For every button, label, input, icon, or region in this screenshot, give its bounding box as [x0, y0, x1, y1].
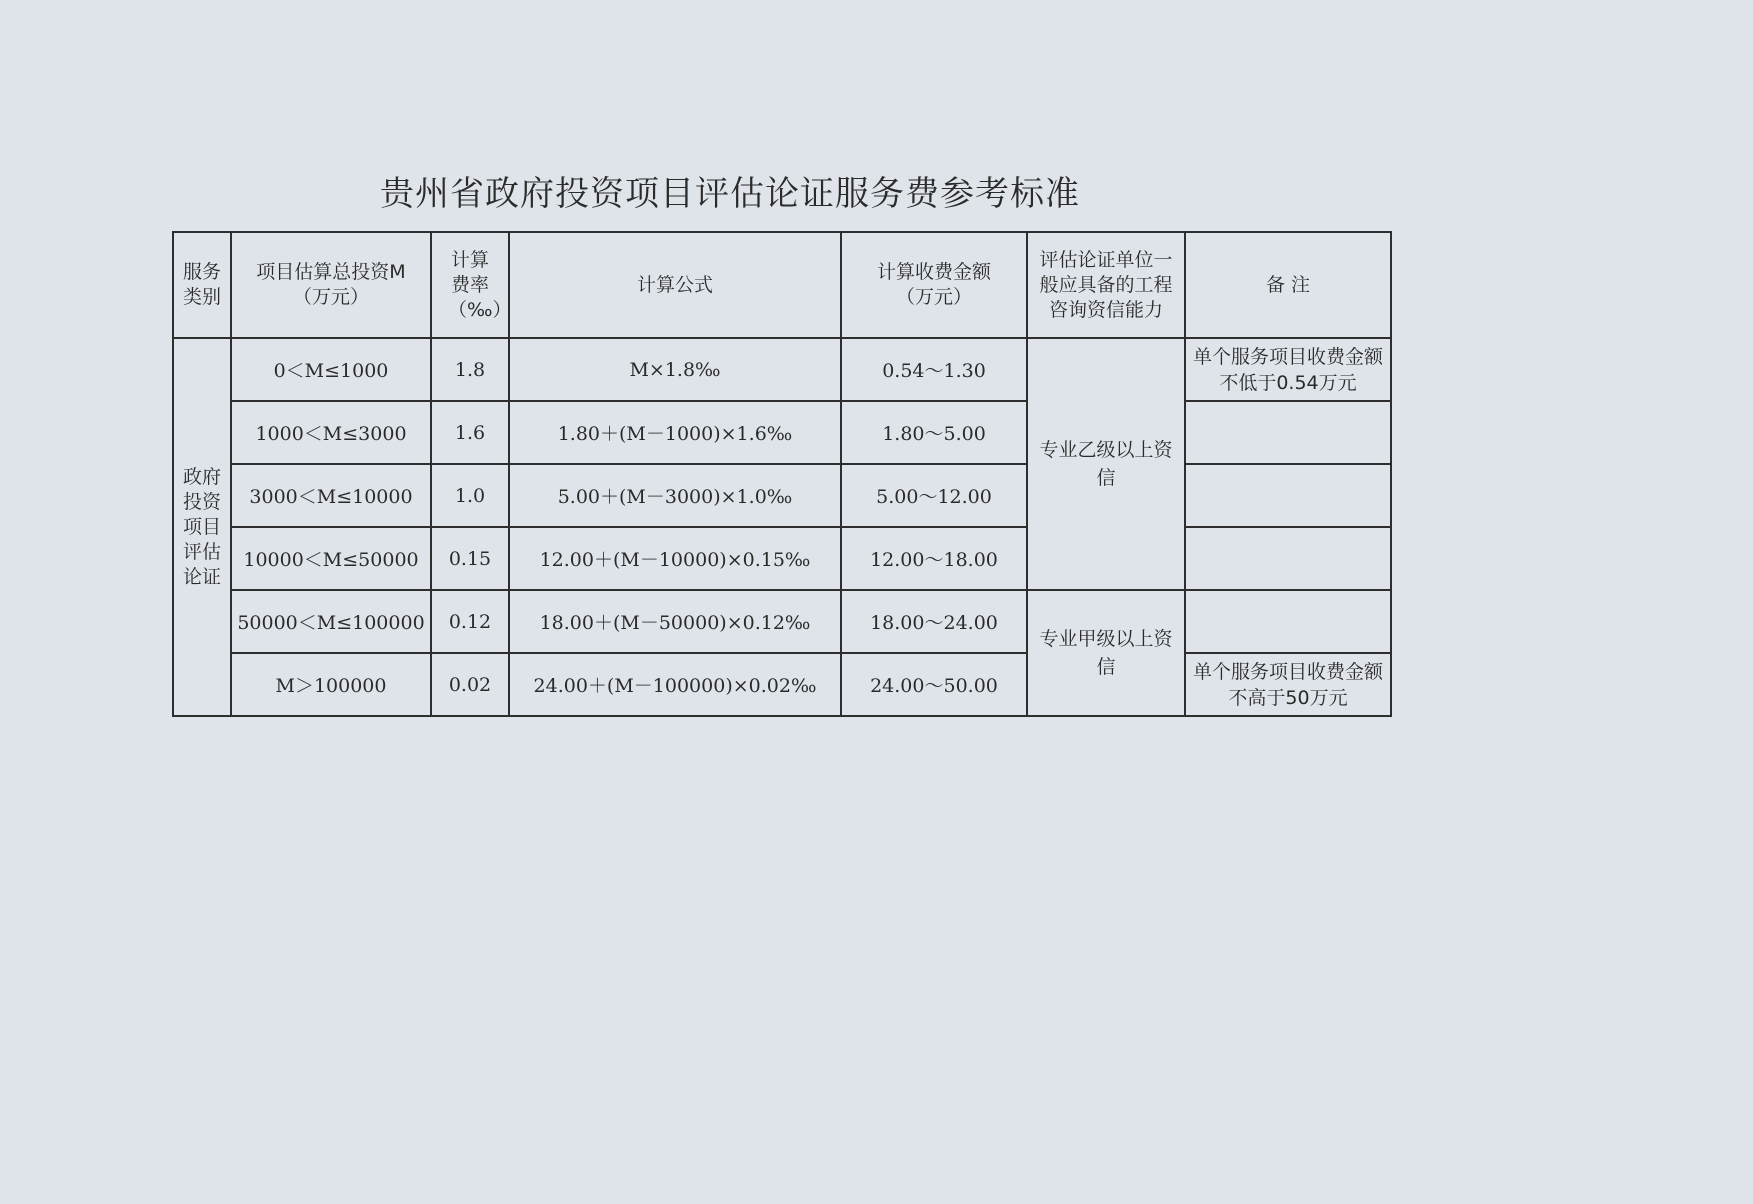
rate-cell: 1.8 — [431, 338, 509, 401]
table-row — [173, 464, 1391, 527]
qualification-group-b-cell: 专业乙级以上资信 — [1027, 338, 1185, 590]
table-row — [173, 653, 1391, 716]
table-row — [173, 401, 1391, 464]
header-investment: 项目估算总投资M（万元） — [231, 232, 431, 338]
table-row — [173, 590, 1391, 653]
investment-range-cell: M＞100000 — [231, 653, 431, 716]
header-rate: 计算费率（‰） — [431, 232, 509, 338]
rate-cell: 1.0 — [431, 464, 509, 527]
table-row — [173, 338, 1391, 401]
header-qualification: 评估论证单位一般应具备的工程咨询资信能力 — [1027, 232, 1185, 338]
remark-cell — [1185, 527, 1391, 590]
fee-standard-table — [172, 231, 1392, 717]
remark-cell — [1185, 590, 1391, 653]
fee-amount-cell: 12.00～18.00 — [841, 527, 1027, 590]
fee-amount-cell: 0.54～1.30 — [841, 338, 1027, 401]
rate-cell: 1.6 — [431, 401, 509, 464]
investment-range-cell: 50000＜M≤100000 — [231, 590, 431, 653]
formula-cell: 5.00＋(M－3000)×1.0‰ — [509, 464, 841, 527]
rate-cell: 0.02 — [431, 653, 509, 716]
table-row — [173, 527, 1391, 590]
remark-cell: 单个服务项目收费金额不高于50万元 — [1185, 653, 1391, 716]
investment-range-cell: 0＜M≤1000 — [231, 338, 431, 401]
formula-cell: 18.00＋(M－50000)×0.12‰ — [509, 590, 841, 653]
fee-amount-cell: 18.00～24.00 — [841, 590, 1027, 653]
fee-amount-cell: 5.00～12.00 — [841, 464, 1027, 527]
formula-cell: 1.80＋(M－1000)×1.6‰ — [509, 401, 841, 464]
rate-cell: 0.12 — [431, 590, 509, 653]
investment-range-cell: 3000＜M≤10000 — [231, 464, 431, 527]
header-fee-amount: 计算收费金额（万元） — [841, 232, 1027, 338]
formula-cell: 12.00＋(M－10000)×0.15‰ — [509, 527, 841, 590]
fee-amount-cell: 1.80～5.00 — [841, 401, 1027, 464]
header-formula: 计算公式 — [509, 232, 841, 338]
formula-cell: 24.00＋(M－100000)×0.02‰ — [509, 653, 841, 716]
qualification-group-a-cell: 专业甲级以上资信 — [1027, 590, 1185, 716]
service-category-cell: 政府投资项目评估论证 — [173, 338, 231, 716]
investment-range-cell: 10000＜M≤50000 — [231, 527, 431, 590]
table-header-row — [173, 232, 1391, 338]
investment-range-cell: 1000＜M≤3000 — [231, 401, 431, 464]
header-service-type: 服务类别 — [173, 232, 231, 338]
remark-cell — [1185, 401, 1391, 464]
header-remarks: 备 注 — [1185, 232, 1391, 338]
rate-cell: 0.15 — [431, 527, 509, 590]
fee-amount-cell: 24.00～50.00 — [841, 653, 1027, 716]
remark-cell — [1185, 464, 1391, 527]
formula-cell: M×1.8‰ — [509, 338, 841, 401]
page-title: 贵州省政府投资项目评估论证服务费参考标准 — [380, 174, 1080, 214]
remark-cell: 单个服务项目收费金额不低于0.54万元 — [1185, 338, 1391, 401]
